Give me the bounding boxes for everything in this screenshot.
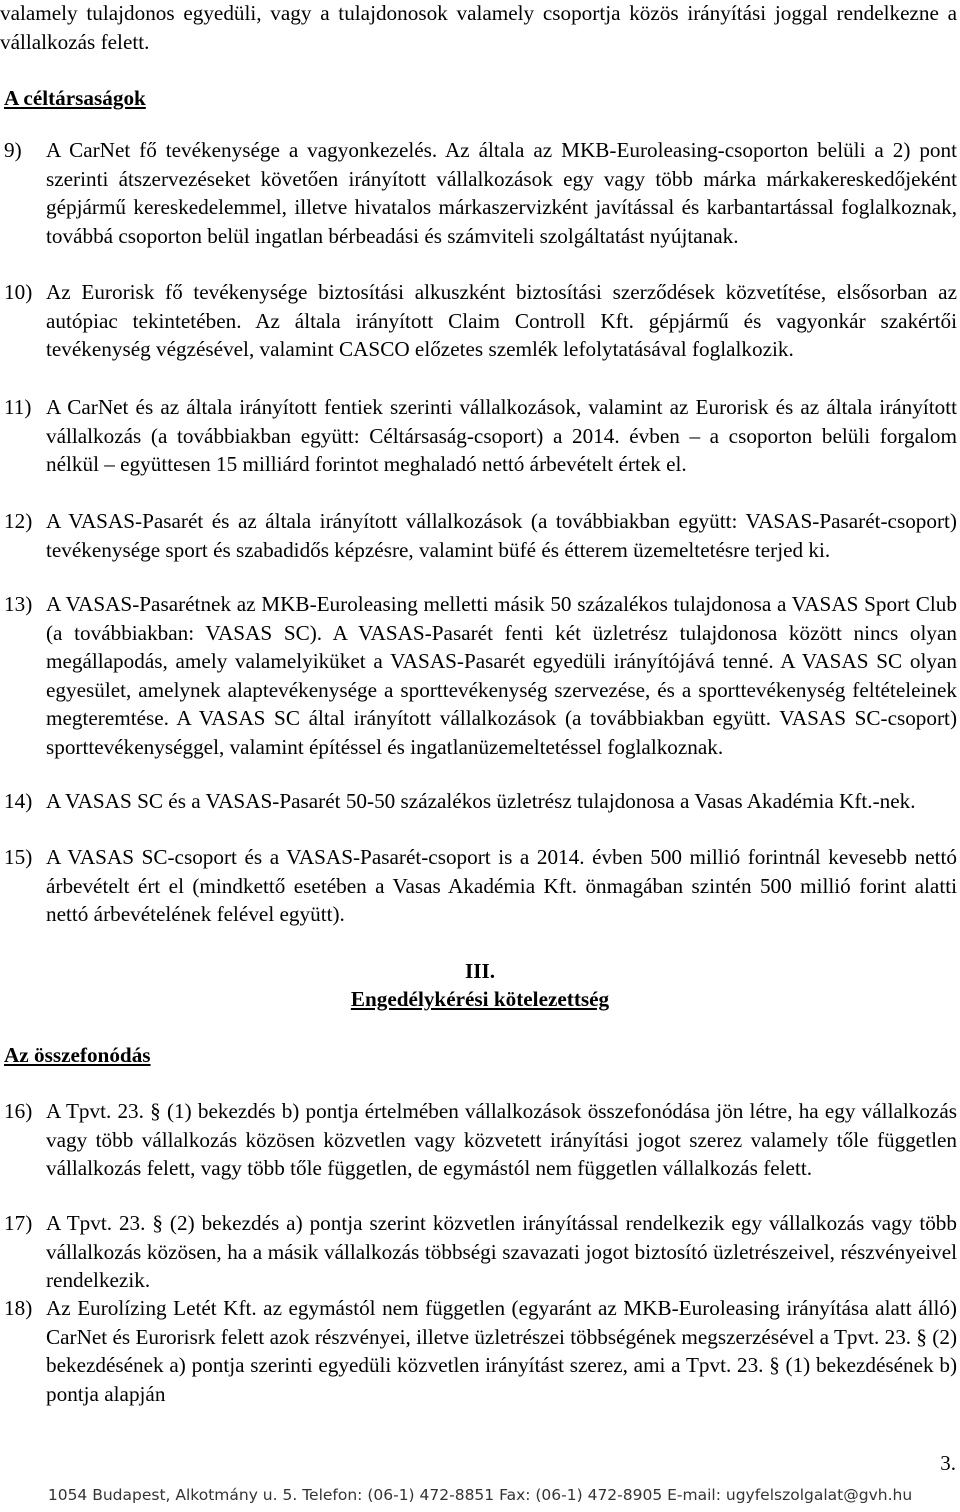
- item-number: 14): [4, 789, 33, 813]
- heading-osszefonodas: Az összefonódás: [4, 1043, 151, 1067]
- item-number: 12): [4, 509, 33, 533]
- list-item-14: [4, 787, 957, 816]
- item-text: Az Eurolízing Letét Kft. az egymástól nem független (egyaránt az MKB-Euroleasing irányítása alatt álló) CarNet és Eurorisrk felett azok részvényei, illetve üzletrészei többségének megszerzésével a Tpvt. 23. § (2) bekezdésének a) pontja szerinti egyedüli közvetlen irányítást szerez, ami a Tpvt. 23. § (1) bekezdésének b) pontja alapján: [46, 1296, 957, 1406]
- item-text: A Tpvt. 23. § (1) bekezdés b) pontja értelmében vállalkozások összefonódása jön létre, ha egy vállalkozás vagy több vállalkozás közösen közvetlen vagy közvetett irányítási jogot szerez valamely tőle független vállalkozás felett, vagy több tőle független, de egymástól nem független vállalkozás felett.: [46, 1099, 957, 1180]
- item-text: A VASAS SC-csoport és a VASAS-Pasarét-csoport is a 2014. évben 500 millió forintnál kevesebb nettó árbevételt ért el (mindkettő esetében a Vasas Akadémia Kft. önmagában szintén 500 millió forint alatti nettó árbevételének felével együtt).: [46, 845, 957, 926]
- section-title: Engedélykérési kötelezettség: [350, 987, 610, 1011]
- section-number: III.: [464, 959, 496, 983]
- item-text: Az Eurorisk fő tevékenysége biztosítási alkuszként biztosítási szerződések közvetítése, elsősorban az autópiac tekintetében. Az általa irányított Claim Controll Kft. gépjármű és vagyonkár szakértői tevékenység végzésével, valamint CASCO előzetes szemlék lefolytatásával foglalkozik.: [46, 280, 957, 361]
- item-text: A VASAS-Pasarét és az általa irányított vállalkozások (a továbbiakban együtt: VASAS-Pasarét-csoport) tevékenysége sport és szabadidős képzésre, valamint büfé és étterem üzemeltetésre terjed ki.: [46, 509, 957, 562]
- item-number: 13): [4, 592, 33, 616]
- item-number: 10): [4, 280, 33, 304]
- item-number: 16): [4, 1099, 33, 1123]
- page-number: 3.: [940, 1451, 956, 1475]
- item-number: 9): [4, 138, 22, 162]
- item-text: A VASAS-Pasarétnek az MKB-Euroleasing melletti másik 50 százalékos tulajdonosa a VASAS Sport Club (a továbbiakban: VASAS SC). A VASAS-Pasarét fenti két üzletrész tulajdonosa között nincs olyan megállapodás, amely valamelyiküket a VASAS-Pasarét egyedüli irányítójává tenné. A VASAS SC olyan egyesület, amelynek alaptevékenysége a sporttevékenység szervezése, és a sporttevékenység feltételeinek megteremtése. A VASAS SC által irányított vállalkozások (a továbbiakban együtt. VASAS SC-csoport) sporttevékenységgel, valamint építéssel és ingatlanüzemeltetéssel foglalkoznak.: [46, 592, 957, 759]
- heading-celtarsasagok: A céltársaságok: [4, 86, 146, 110]
- item-text: A VASAS SC és a VASAS-Pasarét 50-50 százalékos üzletrész tulajdonosa a Vasas Akadémia Kft.-nek.: [46, 789, 916, 813]
- list-item-12: [4, 507, 957, 564]
- list-item-16: [4, 1097, 957, 1183]
- item-number: 18): [4, 1296, 33, 1320]
- list-item-15: [4, 843, 957, 929]
- item-number: 11): [4, 395, 32, 419]
- list-item-13: [4, 590, 957, 761]
- list-item-18: [4, 1294, 957, 1408]
- page-footer: 1054 Budapest, Alkotmány u. 5. Telefon: (06-1) 472-8851 Fax: (06-1) 472-8905 E-mail: ugyfelszolgalat@gvh.hu: [47, 1486, 913, 1504]
- item-text: A Tpvt. 23. § (2) bekezdés a) pontja szerint közvetlen irányítással rendelkezik egy vállalkozás vagy több vállalkozás közösen, ha a másik vállalkozás többségi szavazati jogot biztosító üzletrészeivel, részvényeivel rendelkezik.: [46, 1211, 957, 1292]
- item-text: A CarNet fő tevékenysége a vagyonkezelés. Az általa az MKB-Euroleasing-csoporton belüli a 2) pont szerinti átszervezéseket követően irányított vállalkozások egy vagy több márka márkakereskedőjeként gépjármű kereskedelemmel, illetve hivatalos márkaszervizként javítással és karbantartással foglalkoznak, továbbá csoporton belül ingatlan bérbeadási és számviteli szolgáltatást nyújtanak.: [46, 138, 957, 248]
- item-number: 15): [4, 845, 33, 869]
- item-number: 17): [4, 1211, 33, 1235]
- list-item-17: [4, 1209, 957, 1295]
- list-item-11: [4, 393, 957, 479]
- intro-paragraph: valamely tulajdonos egyedüli, vagy a tulajdonosok valamely csoportja közös irányítási joggal rendelkezne a vállalkozás felett.: [0, 1, 957, 54]
- list-item-10: [4, 278, 957, 364]
- list-item-9: [4, 136, 957, 250]
- item-text: A CarNet és az általa irányított fentiek szerinti vállalkozások, valamint az Eurorisk és az általa irányított vállalkozás (a továbbiakban együtt: Céltársaság-csoport) a 2014. évben – a csoporton belüli forgalom nélkül – együttesen 15 milliárd forintot meghaladó nettó árbevételt értek el.: [46, 395, 957, 476]
